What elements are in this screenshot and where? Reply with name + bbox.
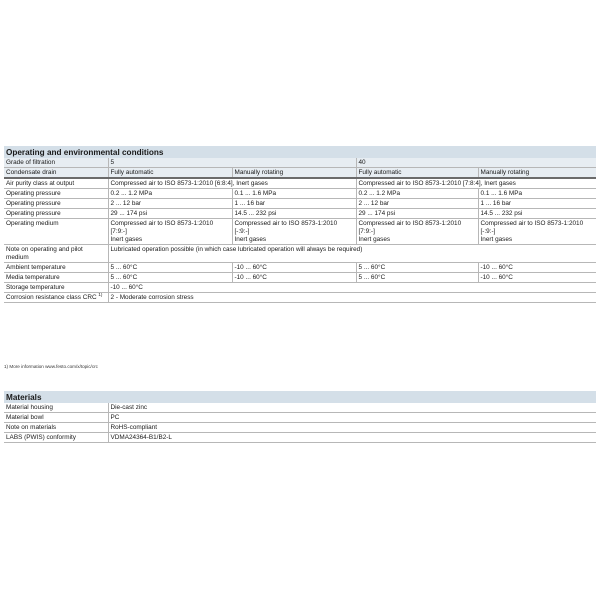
table-row <box>4 219 596 245</box>
row-label: Material housing <box>4 403 108 413</box>
medium-line: [7:9:-] <box>358 228 375 235</box>
medium-line: [-:9:-] <box>234 228 250 235</box>
ambient-value: 5 ... 60°C <box>108 263 232 273</box>
table-row <box>4 293 596 303</box>
row-label: Note on materials <box>4 423 108 433</box>
table-row <box>4 423 596 433</box>
footnote: 1) More information www.festo.com/x/topic/crc <box>4 364 98 369</box>
pressure-value: 14.5 ... 232 psi <box>232 209 356 219</box>
pressure-value: 1 ... 16 bar <box>478 199 596 209</box>
drain-value: Manually rotating <box>232 168 356 179</box>
media-temp-value: 5 ... 60°C <box>356 273 478 283</box>
row-label: Air purity class at output <box>4 178 108 189</box>
medium-line: Inert gases <box>110 236 143 243</box>
table-row <box>4 178 596 189</box>
air-purity-value: Compressed air to ISO 8573-1:2010 [7:8:4], Inert gases <box>356 178 596 189</box>
pressure-value: 29 ... 174 psi <box>356 209 478 219</box>
row-value: RoHS-compliant <box>108 423 596 433</box>
row-label: Operating pressure <box>4 189 108 199</box>
storage-value: -10 ... 60°C <box>108 283 596 293</box>
crc-label: Corrosion resistance class CRC <box>6 294 97 301</box>
medium-line: Compressed air to ISO 8573-1:2010 <box>480 220 584 227</box>
grade-value: 5 <box>108 158 356 168</box>
materials-table <box>4 403 596 443</box>
table-row <box>4 245 596 263</box>
section-title-operating: Operating and environmental conditions <box>4 146 596 158</box>
row-label: Operating medium <box>4 219 108 245</box>
table-row <box>4 413 596 423</box>
pressure-value: 2 ... 12 bar <box>108 199 232 209</box>
pressure-value: 0.2 ... 1.2 MPa <box>356 189 478 199</box>
row-label-crc <box>4 293 108 303</box>
operating-conditions-section <box>4 146 596 303</box>
row-value: PC <box>108 413 596 423</box>
table-row <box>4 433 596 443</box>
note-value: Lubricated operation possible (in which case lubricated operation will always be required) <box>108 245 596 263</box>
table-row <box>4 158 596 168</box>
pressure-value: 1 ... 16 bar <box>232 199 356 209</box>
ambient-value: 5 ... 60°C <box>356 263 478 273</box>
operating-conditions-table <box>4 158 596 303</box>
pressure-value: 14.5 ... 232 psi <box>478 209 596 219</box>
ambient-value: -10 ... 60°C <box>232 263 356 273</box>
table-row <box>4 273 596 283</box>
table-row <box>4 199 596 209</box>
pressure-value: 0.1 ... 1.6 MPa <box>478 189 596 199</box>
table-row <box>4 283 596 293</box>
row-label: Grade of filtration <box>4 158 108 168</box>
pressure-value: 29 ... 174 psi <box>108 209 232 219</box>
medium-line: Inert gases <box>358 236 391 243</box>
row-label: Operating pressure <box>4 209 108 219</box>
crc-value: 2 - Moderate corrosion stress <box>108 293 596 303</box>
table-row <box>4 189 596 199</box>
media-temp-value: -10 ... 60°C <box>232 273 356 283</box>
row-value: VDMA24364-B1/B2-L <box>108 433 596 443</box>
row-label: LABS (PWIS) conformity <box>4 433 108 443</box>
medium-line: Inert gases <box>234 236 267 243</box>
medium-value <box>478 219 596 245</box>
row-label: Storage temperature <box>4 283 108 293</box>
media-temp-value: 5 ... 60°C <box>108 273 232 283</box>
pressure-value: 0.2 ... 1.2 MPa <box>108 189 232 199</box>
row-label: Operating pressure <box>4 199 108 209</box>
row-label: Note on operating and pilot medium <box>4 245 108 263</box>
row-value: Die-cast zinc <box>108 403 596 413</box>
table-row <box>4 209 596 219</box>
footnote-marker: 1) <box>98 292 103 297</box>
medium-line: Inert gases <box>480 236 513 243</box>
grade-value: 40 <box>356 158 596 168</box>
row-label: Media temperature <box>4 273 108 283</box>
table-row <box>4 168 596 179</box>
ambient-value: -10 ... 60°C <box>478 263 596 273</box>
materials-section <box>4 391 596 443</box>
table-row <box>4 263 596 273</box>
row-label: Condensate drain <box>4 168 108 179</box>
medium-line: Compressed air to ISO 8573-1:2010 <box>358 220 462 227</box>
pressure-value: 0.1 ... 1.6 MPa <box>232 189 356 199</box>
row-label: Ambient temperature <box>4 263 108 273</box>
medium-line: Compressed air to ISO 8573-1:2010 <box>234 220 338 227</box>
drain-value: Fully automatic <box>356 168 478 179</box>
air-purity-value: Compressed air to ISO 8573-1:2010 [6:8:4], Inert gases <box>108 178 356 189</box>
medium-value <box>232 219 356 245</box>
medium-line: Compressed air to ISO 8573-1:2010 <box>110 220 214 227</box>
section-title-materials: Materials <box>4 391 596 403</box>
row-label: Material bowl <box>4 413 108 423</box>
medium-line: [-:9:-] <box>480 228 496 235</box>
medium-value <box>108 219 232 245</box>
medium-value <box>356 219 478 245</box>
drain-value: Fully automatic <box>108 168 232 179</box>
table-row <box>4 403 596 413</box>
medium-line: [7:9:-] <box>110 228 127 235</box>
pressure-value: 2 ... 12 bar <box>356 199 478 209</box>
media-temp-value: -10 ... 60°C <box>478 273 596 283</box>
drain-value: Manually rotating <box>478 168 596 179</box>
